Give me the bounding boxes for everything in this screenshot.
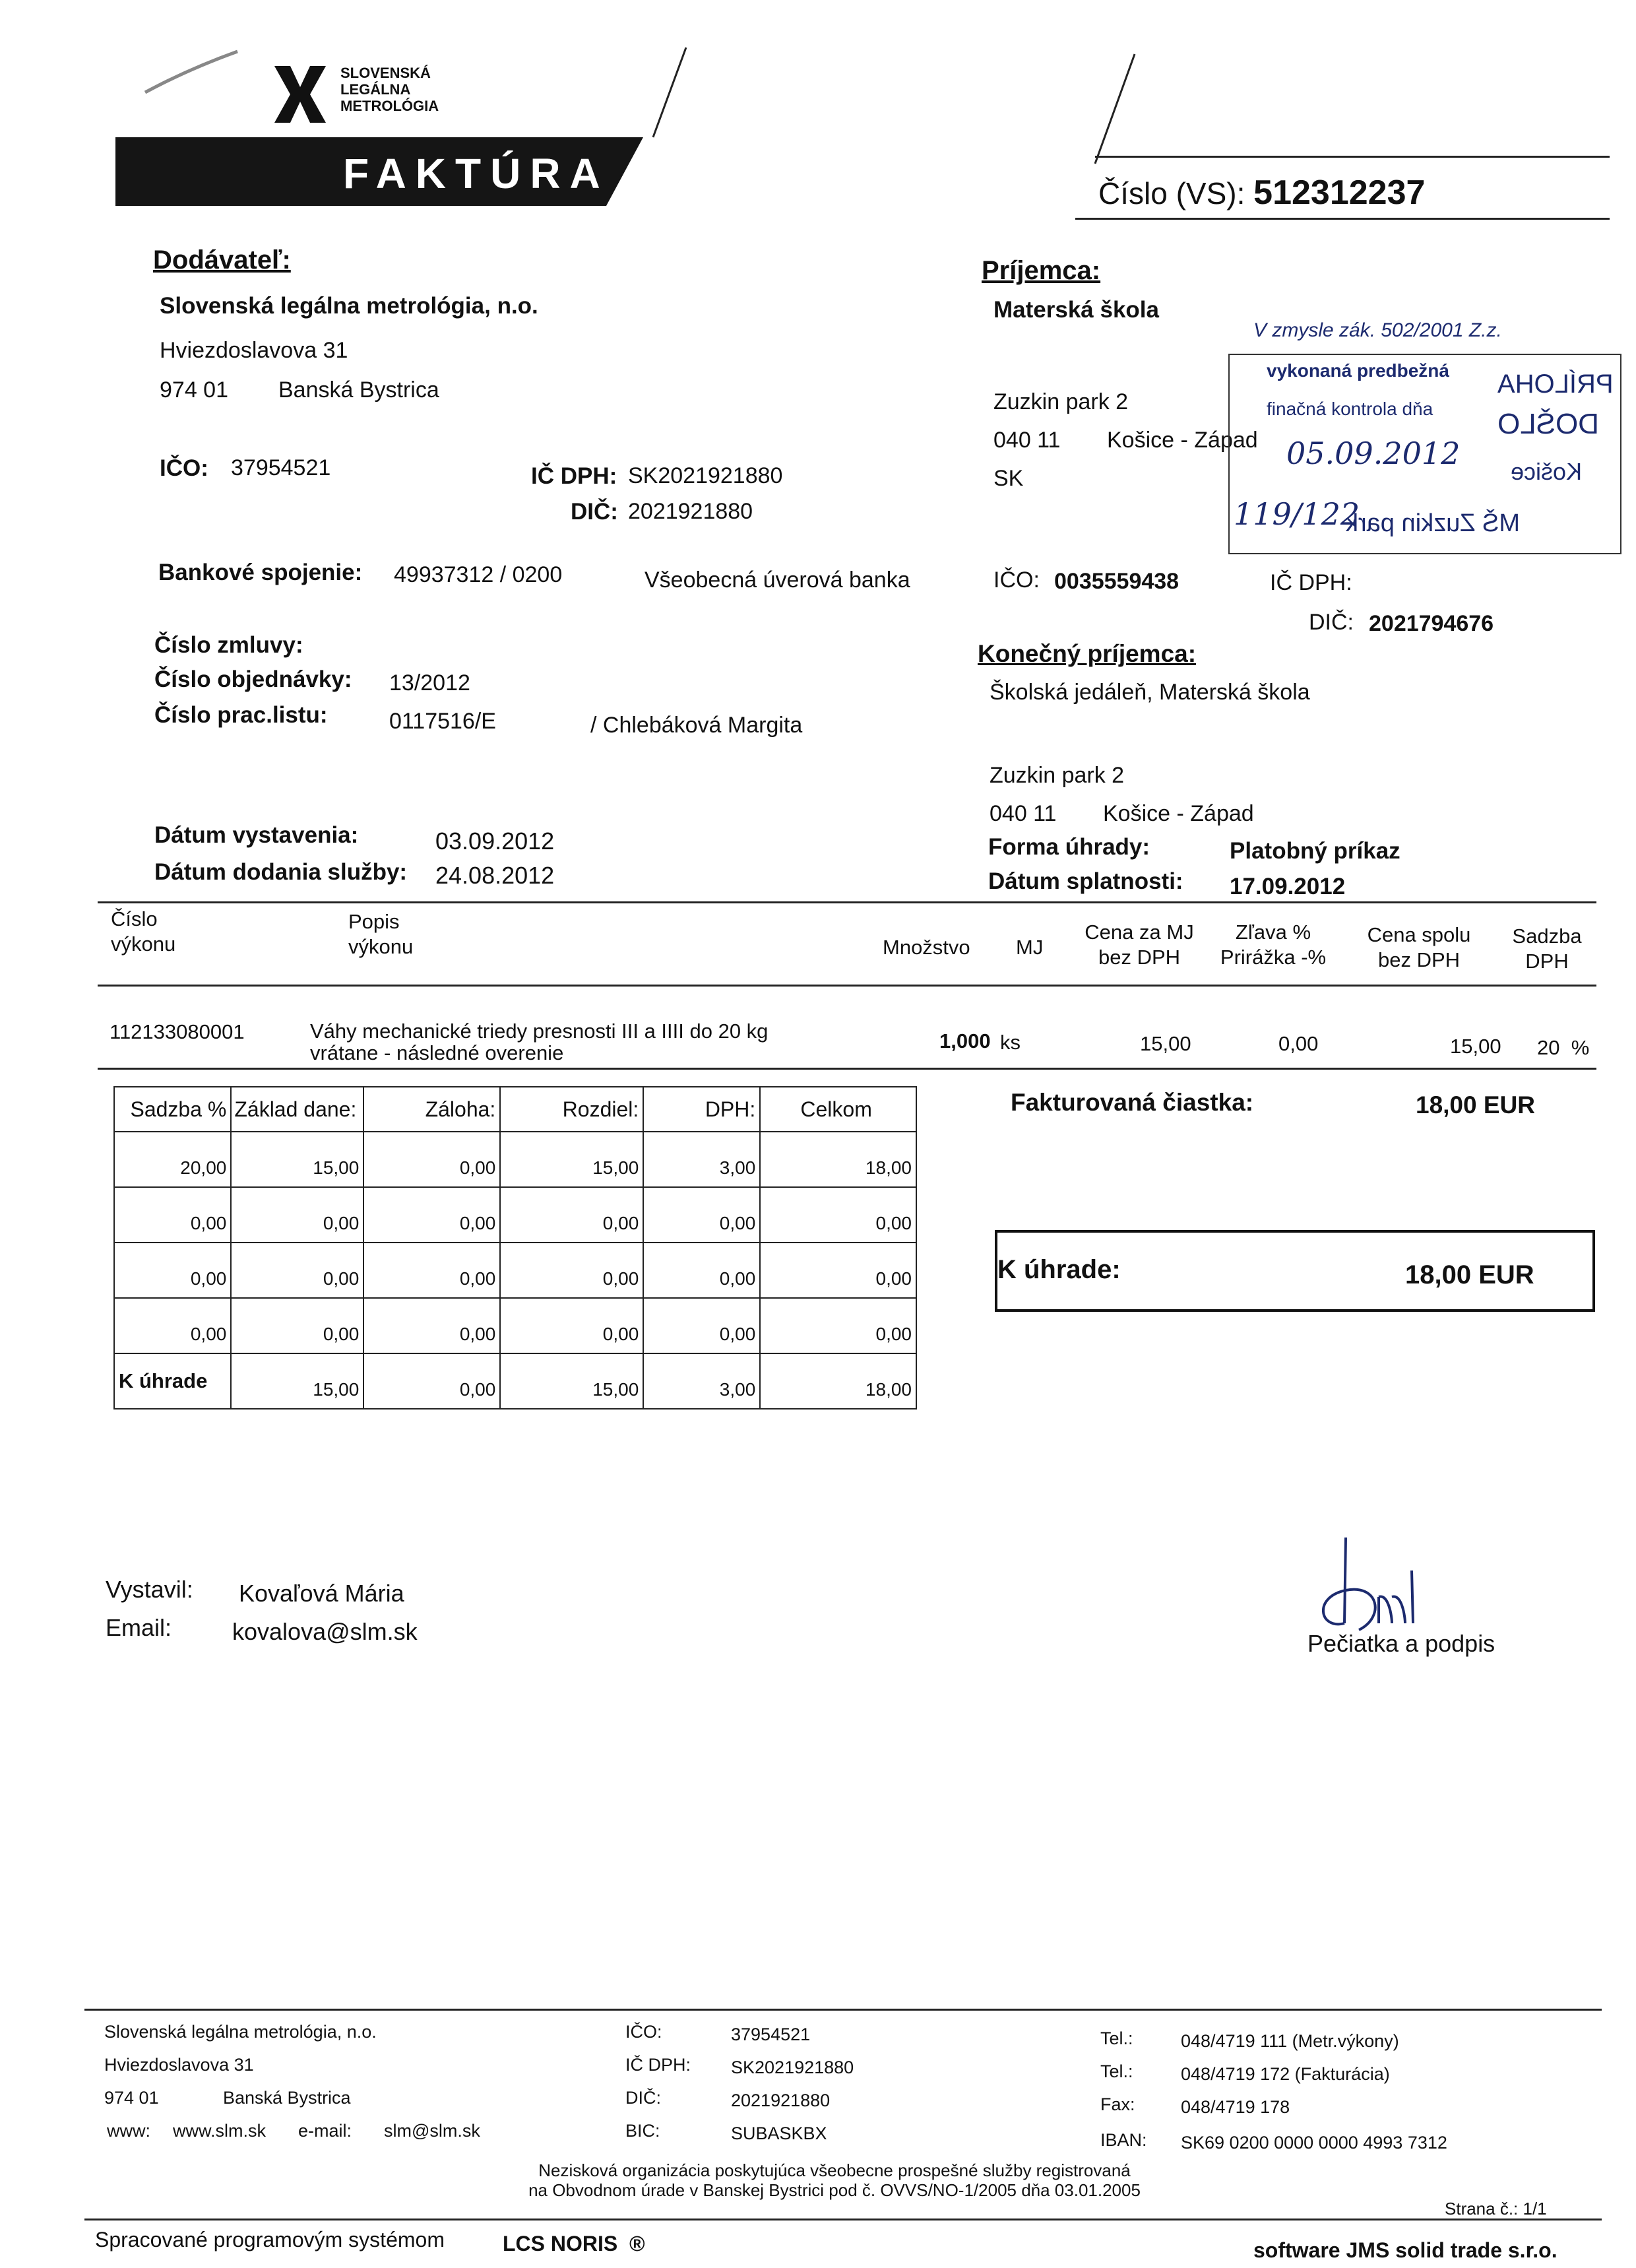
vat-row: [114, 1298, 916, 1353]
vat-summary-table: [113, 1086, 917, 1409]
payment-form-label: Forma úhrady:: [988, 834, 1150, 860]
recipient-name: Materská škola: [993, 297, 1159, 323]
footer-page-number: Strana č.: 1/1: [1445, 2199, 1547, 2219]
stamp-ref: 119/122: [1234, 496, 1360, 532]
worksheet-person: / Chlebáková Margita: [590, 713, 803, 738]
stamp-line1: V zmysle zák. 502/2001 Z.z.: [1253, 319, 1502, 341]
vat-cell: 18,00: [760, 1132, 916, 1187]
item-desc: Váhy mechanické triedy presnosti III a IIII do 20 kg vrátane - následné overenie: [310, 1020, 769, 1064]
item-price: 15,00: [1140, 1032, 1191, 1055]
recipient-city: Košice - Západ: [1107, 428, 1258, 453]
vat-cell: 0,00: [500, 1243, 643, 1298]
footer-fax-label: Fax:: [1100, 2094, 1135, 2114]
vat-cell: 0,00: [760, 1298, 916, 1353]
footer-icdph: SK2021921880: [731, 2057, 854, 2077]
invoice-number-value: 512312237: [1253, 174, 1426, 212]
bank-name: Všeobecná úverová banka: [645, 567, 910, 593]
bank-label: Bankové spojenie:: [158, 560, 363, 585]
footer-dic-label: DIČ:: [625, 2088, 661, 2108]
recipient-icdph-label: IČ DPH:: [1270, 570, 1352, 595]
footer-www-label: www:: [107, 2121, 150, 2141]
items-top-rule: [98, 901, 1596, 903]
invoice-number: [1098, 173, 1425, 212]
vat-cell: 15,00: [500, 1132, 643, 1187]
footer-icdph-label: IČ DPH:: [625, 2055, 691, 2075]
vat-col-total: Celkom: [760, 1087, 916, 1132]
vat-cell: 15,00: [500, 1353, 643, 1409]
issuer-email-value: kovalova@slm.sk: [232, 1618, 418, 1645]
recipient-dic: 2021794676: [1369, 611, 1494, 636]
vat-cell: 0,00: [643, 1187, 760, 1243]
vat-cell: 20,00: [114, 1132, 231, 1187]
recipient-dic-label: DIČ:: [1309, 610, 1354, 635]
supplier-ico-label: IČO:: [160, 455, 208, 481]
amount-due-label: K úhrade:: [997, 1255, 1121, 1284]
vat-cell: 0,00: [500, 1187, 643, 1243]
order-label: Číslo objednávky:: [154, 666, 352, 692]
supplier-city: Banská Bystrica: [278, 377, 439, 403]
vat-table-header: [114, 1087, 916, 1132]
payment-form-value: Platobný príkaz: [1230, 838, 1400, 864]
vat-cell: 0,00: [114, 1243, 231, 1298]
due-value: 17.09.2012: [1230, 874, 1346, 899]
worksheet-label: Číslo prac.listu:: [154, 702, 328, 728]
stamp-mirror2: DOŠLO: [1497, 408, 1600, 440]
recipient-ico-label: IČO:: [993, 567, 1040, 593]
supplier-name: Slovenská legálna metrológia, n.o.: [160, 293, 538, 319]
vat-total-label: K úhrade: [114, 1353, 231, 1409]
footer-bottom-rule: [84, 2219, 1602, 2220]
stamp-line2: vykonaná predbežná: [1267, 360, 1449, 381]
col-qty-header: Množstvo: [883, 936, 970, 959]
vat-row: [114, 1243, 916, 1298]
logo-text: SLOVENSKÁ LEGÁLNA METROLÓGIA: [340, 65, 439, 114]
col-unit-header: MJ: [1016, 936, 1044, 959]
vat-cell: 0,00: [363, 1132, 500, 1187]
header-slash-1: [650, 46, 689, 139]
issued-by-label: Vystavil:: [106, 1576, 193, 1603]
vat-cell: 0,00: [643, 1243, 760, 1298]
invoiced-amount-label: Fakturovaná čiastka:: [1011, 1089, 1254, 1116]
item-qty: 1,000: [939, 1029, 991, 1053]
vat-cell: 0,00: [760, 1187, 916, 1243]
footer-www[interactable]: www.slm.sk: [173, 2121, 266, 2141]
delivery-label: Dátum dodania služby:: [154, 859, 408, 885]
issued-label: Dátum vystavenia:: [154, 822, 359, 848]
footer-ico: 37954521: [731, 2025, 811, 2044]
supplier-heading: Dodávateľ:: [153, 245, 291, 275]
invoice-number-bottom-rule: [1075, 218, 1610, 220]
vat-cell: 18,00: [760, 1353, 916, 1409]
pen-mark-icon: [142, 46, 241, 99]
footer-top-rule: [84, 2009, 1602, 2011]
footer-dic: 2021921880: [731, 2090, 831, 2110]
vat-col-rate: Sadzba %: [114, 1087, 231, 1132]
footer-tel1: 048/4719 111 (Metr.výkony): [1181, 2031, 1399, 2051]
vat-cell: 0,00: [363, 1298, 500, 1353]
col-number-header: Číslo výkonu: [111, 907, 176, 956]
stamp-mirror3: Košice: [1511, 458, 1583, 485]
col-rate-header: Sadzba DPH: [1512, 924, 1582, 973]
stamp-mirror1: PRÍLOHA: [1497, 370, 1614, 399]
issued-value: 03.09.2012: [435, 827, 555, 855]
slm-logo-icon: [270, 63, 330, 125]
supplier-ico: 37954521: [231, 455, 331, 480]
due-label: Dátum splatnosti:: [988, 868, 1183, 894]
vat-cell: 0,00: [114, 1298, 231, 1353]
supplier-dic: 2021921880: [628, 499, 753, 524]
item-total: 15,00: [1450, 1035, 1501, 1058]
footer-email[interactable]: slm@slm.sk: [384, 2121, 480, 2141]
supplier-icdph-label: IČ DPH:: [531, 463, 617, 489]
final-recipient-city: Košice - Západ: [1103, 801, 1254, 826]
footer-bic-label: BIC:: [625, 2121, 660, 2141]
footer-registration-note: Nezisková organizácia poskytujúca všeobecne prospešné služby registrovaná na Obvodnom úrade v Banskej Bystrici pod č. OVVS/NO-1/2005 dňa 03.01.2005: [528, 2160, 1141, 2200]
vat-cell: 0,00: [231, 1298, 363, 1353]
items-bottom-rule: [98, 1068, 1596, 1070]
invoice-number-top-rule: [1095, 156, 1610, 158]
stamp-mirror4: MŠ Zuzkin park: [1346, 509, 1520, 537]
recipient-country: SK: [993, 466, 1024, 491]
footer-iban: SK69 0200 0000 0000 4993 7312: [1181, 2133, 1447, 2153]
vat-cell: 0,00: [114, 1187, 231, 1243]
bank-account: 49937312 / 0200: [394, 562, 563, 587]
footer-ico-label: IČO:: [625, 2022, 662, 2042]
items-header-rule: [98, 985, 1596, 987]
final-recipient-zip: 040 11: [990, 801, 1057, 826]
footer-tel2-label: Tel.:: [1100, 2061, 1133, 2081]
col-desc-header: Popis výkonu: [348, 910, 414, 958]
vat-cell: 0,00: [231, 1187, 363, 1243]
col-price-header: Cena za MJ bez DPH: [1085, 921, 1194, 969]
footer-iban-label: IBAN:: [1100, 2130, 1147, 2150]
final-recipient-name: Školská jedáleň, Materská škola: [990, 680, 1310, 705]
vat-col-vat: DPH:: [643, 1087, 760, 1132]
stamp-date: 05.09.2012: [1286, 436, 1461, 471]
item-discount: 0,00: [1278, 1032, 1319, 1055]
footer-fax: 048/4719 178: [1181, 2097, 1290, 2117]
vat-cell: 0,00: [643, 1298, 760, 1353]
issuer-email-label: Email:: [106, 1614, 172, 1641]
vat-cell: 15,00: [231, 1132, 363, 1187]
footer-bic: SUBASKBX: [731, 2123, 827, 2143]
footer-tel1-label: Tel.:: [1100, 2028, 1133, 2048]
amount-due-value: 18,00 EUR: [1405, 1260, 1534, 1289]
delivery-value: 24.08.2012: [435, 862, 555, 889]
stamp-and-signature-label: Pečiatka a podpis: [1307, 1630, 1495, 1657]
faktura-title: FAKTÚRA: [343, 150, 610, 197]
col-total-header: Cena spolu bez DPH: [1367, 923, 1471, 971]
final-recipient-heading: Konečný príjemca:: [978, 640, 1197, 667]
vat-row: [114, 1187, 916, 1243]
footer-processed-label: Spracované programovým systémom: [95, 2228, 445, 2252]
footer-city: Banská Bystrica: [223, 2088, 351, 2108]
invoice-number-label: Číslo (VS):: [1098, 176, 1245, 211]
vat-col-diff: Rozdiel:: [500, 1087, 643, 1132]
order-value: 13/2012: [389, 670, 470, 696]
invoiced-amount-value: 18,00 EUR: [1416, 1091, 1535, 1118]
vat-cell: 0,00: [500, 1298, 643, 1353]
col-discount-header: Zľava % Prirážka -%: [1220, 921, 1327, 969]
vat-cell: 0,00: [363, 1353, 500, 1409]
recipient-ico: 0035559438: [1054, 569, 1180, 594]
worksheet-value: 0117516/E: [389, 709, 496, 734]
stamp-line3: finačná kontrola dňa: [1267, 399, 1433, 419]
footer-software-vendor: software JMS solid trade s.r.o.: [1253, 2238, 1557, 2262]
vat-cell: 0,00: [760, 1243, 916, 1298]
footer-system-name: LCS NORIS ®: [503, 2232, 645, 2255]
final-recipient-street: Zuzkin park 2: [990, 763, 1125, 788]
recipient-zip: 040 11: [993, 428, 1061, 453]
supplier-dic-label: DIČ:: [571, 499, 618, 525]
recipient-street: Zuzkin park 2: [993, 389, 1129, 414]
footer-street: Hviezdoslavova 31: [104, 2055, 254, 2075]
supplier-street: Hviezdoslavova 31: [160, 338, 348, 363]
vat-cell: 15,00: [231, 1353, 363, 1409]
footer-tel2: 048/4719 172 (Fakturácia): [1181, 2064, 1390, 2084]
footer-email-label: e-mail:: [298, 2121, 352, 2141]
item-unit: ks: [1000, 1031, 1021, 1054]
issued-by-value: Kovaľová Mária: [239, 1580, 404, 1607]
vat-cell: 0,00: [231, 1243, 363, 1298]
item-number: 112133080001: [110, 1020, 245, 1043]
vat-cell: 0,00: [363, 1243, 500, 1298]
vat-cell: 3,00: [643, 1132, 760, 1187]
supplier-zip: 974 01: [160, 377, 228, 403]
contract-label: Číslo zmluvy:: [154, 632, 303, 658]
vat-cell: 0,00: [363, 1187, 500, 1243]
vat-col-base: Základ dane:: [231, 1087, 363, 1132]
footer-zip: 974 01: [104, 2088, 159, 2108]
vat-col-advance: Záloha:: [363, 1087, 500, 1132]
header-slash-2: [1088, 53, 1141, 165]
recipient-heading: Príjemca:: [982, 256, 1101, 285]
footer-name: Slovenská legálna metrológia, n.o.: [104, 2022, 377, 2042]
vat-total-row: [114, 1353, 916, 1409]
vat-row: [114, 1132, 916, 1187]
item-rate: 20 %: [1537, 1036, 1590, 1059]
vat-cell: 3,00: [643, 1353, 760, 1409]
supplier-icdph: SK2021921880: [628, 463, 783, 488]
